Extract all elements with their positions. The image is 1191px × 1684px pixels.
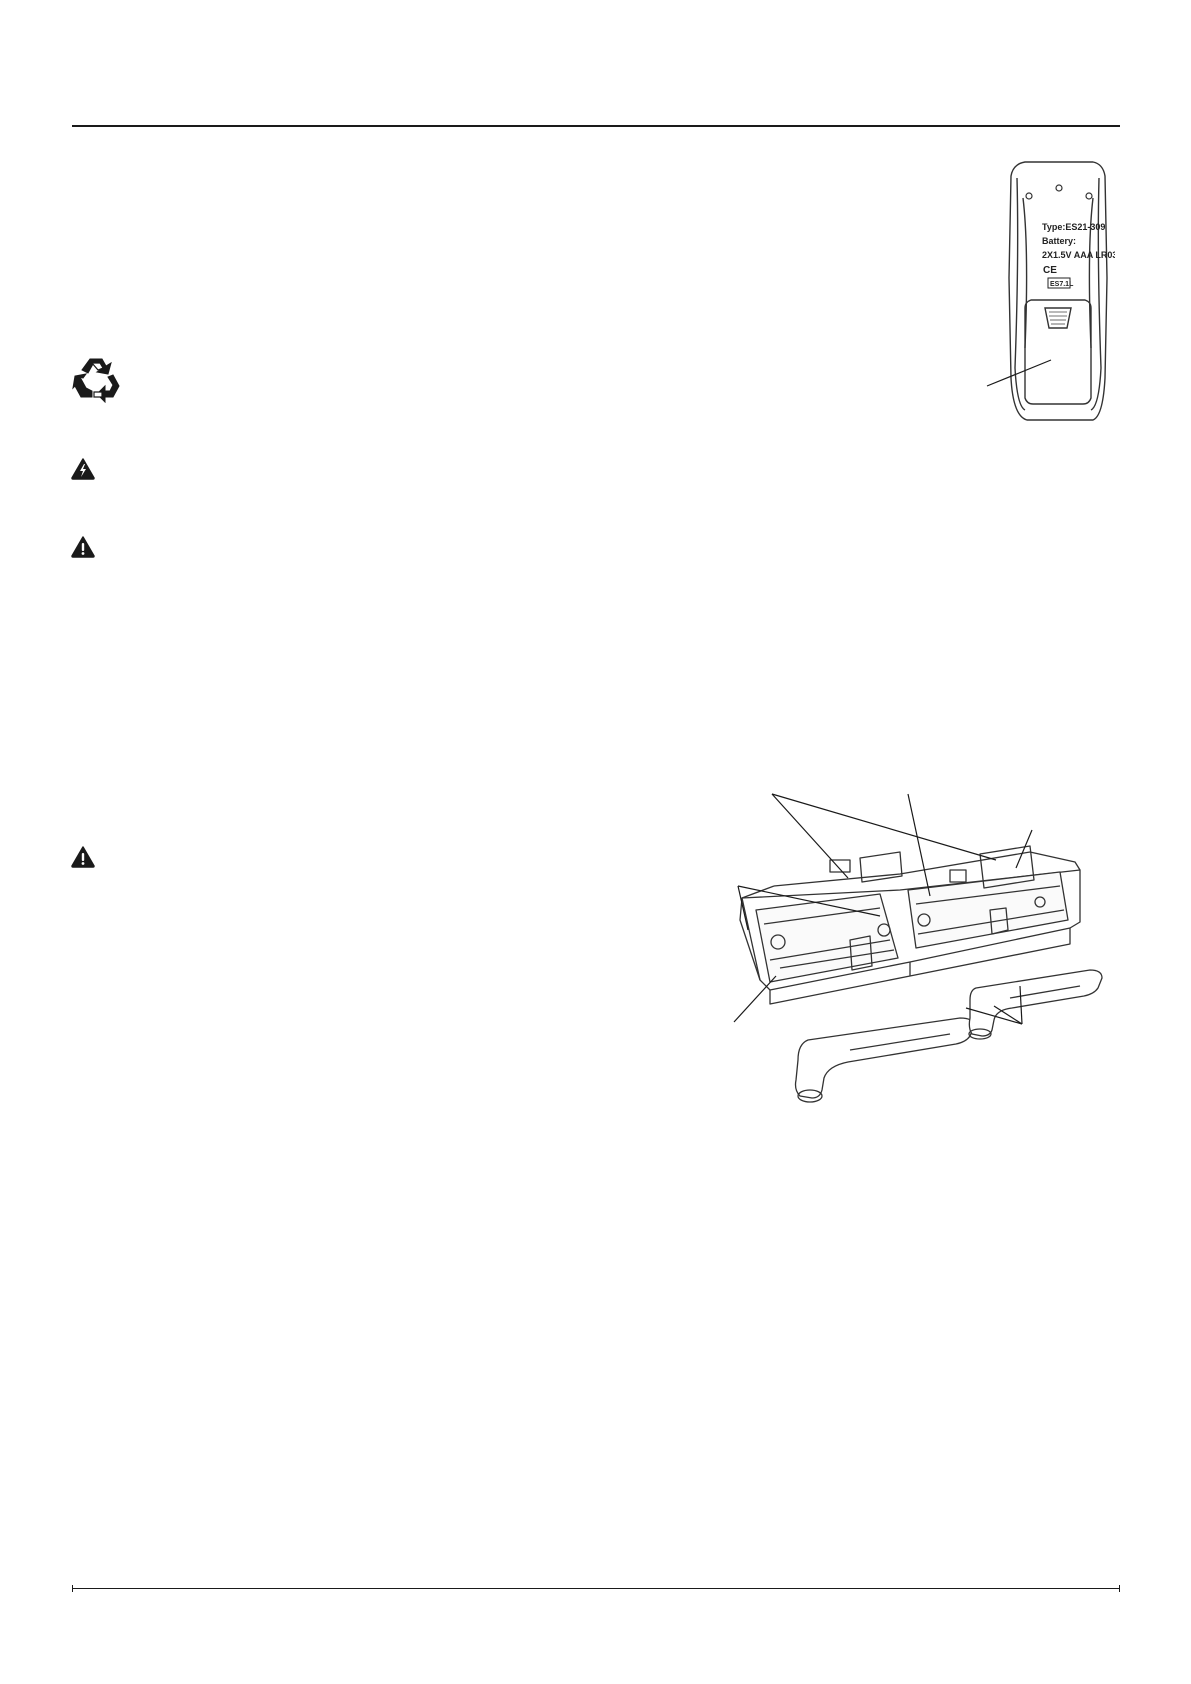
ce-mark: CE — [1043, 265, 1057, 276]
warning-icon — [71, 846, 95, 868]
electric-hazard-icon — [71, 458, 95, 480]
remote-code-badge: ES7.1L — [1050, 281, 1074, 288]
battery-cover-leader — [985, 350, 1055, 390]
footer-rule — [72, 1588, 1120, 1589]
remote-battery-spec: 2X1.5V AAA LR03 — [1042, 250, 1115, 260]
heater-assembly-figure — [730, 790, 1120, 1130]
remote-type-label: Type:ES21-309 — [1042, 222, 1106, 232]
warning-icon — [71, 536, 95, 558]
header-rule — [72, 125, 1120, 127]
remote-battery-label: Battery: — [1042, 236, 1077, 246]
recycle-icon — [72, 355, 122, 403]
